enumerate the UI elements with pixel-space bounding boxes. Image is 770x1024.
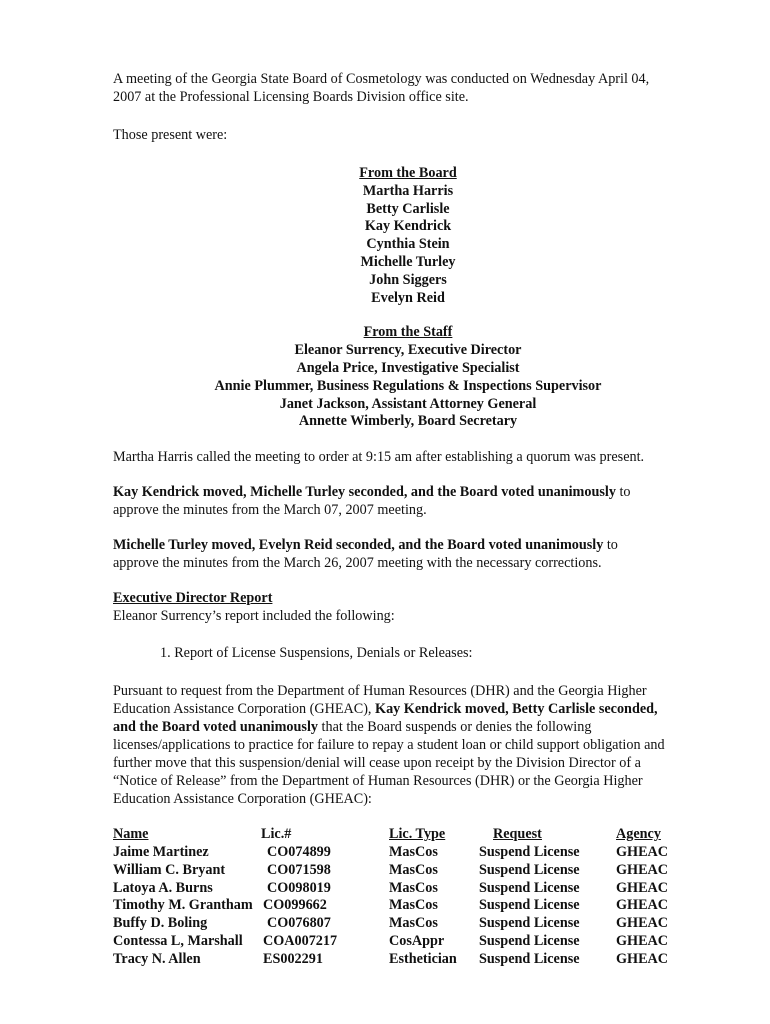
table-row: [113, 862, 686, 880]
cell-name: Jaime Martinez: [113, 843, 209, 860]
cell-lic: CO098019: [267, 879, 331, 896]
table-row: [113, 951, 686, 969]
cell-lic: CO071598: [267, 861, 331, 878]
cell-agency: GHEAC: [616, 843, 669, 860]
pursuant-paragraph: [113, 682, 703, 808]
table-row: [113, 844, 686, 862]
header-lic: [263, 826, 389, 844]
cell-type: MasCos: [389, 861, 438, 878]
cell-agency: GHEAC: [616, 932, 669, 949]
table-row: [113, 897, 686, 915]
motion-1-bold: Kay Kendrick moved, Michelle Turley seconded, and the Board voted unanimously: [113, 484, 616, 501]
pursuant-line-6: “Notice of Release” from the Department of Human Resources (DHR) or the Georgia Higher: [113, 773, 643, 790]
cell-type: CosAppr: [389, 932, 445, 949]
cell-agency: GHEAC: [616, 950, 669, 967]
license-table: [113, 826, 686, 968]
staff-heading: From the Staff: [363, 324, 453, 341]
table-row: [113, 880, 686, 898]
motion-2: [113, 536, 703, 572]
list-item: 1. Report of License Suspensions, Denials or Releases:: [160, 645, 473, 662]
pursuant-line-2-plain: Education Assistance Corporation (GHEAC),: [113, 701, 376, 718]
motion-1-rest: to: [615, 484, 631, 501]
motion-2-rest: to: [603, 537, 618, 554]
staff-member: Eleanor Surrency, Executive Director: [294, 342, 522, 359]
motion-1-line-2: approve the minutes from the March 07, 2007 meeting.: [113, 502, 427, 519]
motion-2-line-2: approve the minutes from the March 26, 2007 meeting with the necessary corrections.: [113, 555, 602, 572]
board-member: Martha Harris: [362, 182, 454, 199]
board-member: Michelle Turley: [360, 253, 456, 270]
header-type: Lic. Type: [389, 826, 446, 843]
cell-request: Suspend License: [479, 879, 580, 896]
board-member: Cynthia Stein: [366, 236, 450, 253]
cell-agency: GHEAC: [616, 897, 669, 914]
cell-name: Timothy M. Grantham: [113, 897, 253, 914]
pursuant-line-3-bold: and the Board voted unanimously: [113, 719, 318, 736]
intro-line-2: 2007 at the Professional Licensing Boards Division office site.: [113, 89, 469, 105]
table-row: [113, 915, 686, 933]
intro-line-1: A meeting of the Georgia State Board of Cosmetology was conducted on Wednesday April 04,: [113, 71, 650, 87]
pursuant-line-1: Pursuant to request from the Department of Human Resources (DHR) and the Georgia Higher: [113, 683, 647, 700]
present-label: Those present were:: [113, 127, 228, 143]
call-to-order: Martha Harris called the meeting to order at 9:15 am after establishing a quorum was present.: [113, 449, 645, 466]
cell-type: Esthetician: [389, 950, 457, 967]
board-member: Betty Carlisle: [366, 200, 450, 217]
cell-agency: GHEAC: [616, 915, 669, 932]
board-member: Kay Kendrick: [364, 218, 452, 235]
cell-request: Suspend License: [479, 915, 580, 932]
header-lic-label: Lic.#: [261, 826, 292, 843]
cell-request: Suspend License: [479, 843, 580, 860]
pursuant-line-5: further move that this suspension/denial will cease upon receipt by the Division Director of a: [113, 755, 641, 772]
cell-lic: CO076807: [267, 915, 331, 932]
staff-member: Angela Price, Investigative Specialist: [296, 359, 520, 376]
cell-agency: GHEAC: [616, 861, 669, 878]
table-row: [113, 933, 686, 951]
motion-1: [113, 483, 703, 519]
staff-member: Annette Wimberly, Board Secretary: [298, 413, 518, 430]
staff-members-block: [113, 323, 703, 430]
pursuant-line-4: licenses/applications to practice for failure to repay a student loan or child support obligation and: [113, 737, 665, 754]
cell-lic: ES002291: [263, 950, 323, 967]
cell-lic: COA007217: [263, 932, 338, 949]
header-request: [479, 826, 616, 844]
exec-report-heading: Executive Director Report: [113, 590, 273, 607]
pursuant-line-3-plain: that the Board suspends or denies the following: [317, 719, 592, 736]
cell-lic: CO074899: [267, 843, 331, 860]
cell-type: MasCos: [389, 879, 438, 896]
board-member: John Siggers: [369, 271, 447, 288]
staff-member: Annie Plummer, Business Regulations & Inspections Supervisor: [214, 377, 602, 394]
cell-request: Suspend License: [479, 897, 580, 914]
cell-name: Latoya A. Burns: [113, 879, 213, 896]
header-request-label: Request: [493, 826, 542, 843]
cell-request: Suspend License: [479, 950, 580, 967]
pursuant-line-2-bold: Kay Kendrick moved, Betty Carlisle seconded,: [375, 701, 658, 718]
motion-2-bold: Michelle Turley moved, Evelyn Reid seconded, and the Board voted unanimously: [113, 537, 604, 554]
header-agency: Agency: [616, 826, 661, 843]
cell-agency: GHEAC: [616, 879, 669, 896]
exec-report-section: [113, 589, 703, 625]
pursuant-line-7: Education Assistance Corporation (GHEAC):: [113, 791, 372, 808]
header-name: Name: [113, 826, 149, 843]
cell-type: MasCos: [389, 843, 438, 860]
cell-type: MasCos: [389, 897, 438, 914]
cell-name: Contessa L, Marshall: [113, 932, 243, 949]
exec-report-subline: Eleanor Surrency’s report included the following:: [113, 608, 395, 625]
board-heading: From the Board: [359, 165, 457, 181]
cell-name: Buffy D. Boling: [113, 915, 208, 932]
cell-request: Suspend License: [479, 932, 580, 949]
board-member: Evelyn Reid: [371, 289, 445, 306]
document-page: [113, 70, 703, 969]
cell-request: Suspend License: [479, 861, 580, 878]
cell-name: Tracy N. Allen: [113, 950, 201, 967]
intro-paragraph: [113, 70, 703, 106]
staff-member: Janet Jackson, Assistant Attorney General: [279, 395, 537, 412]
cell-type: MasCos: [389, 915, 438, 932]
license-table-header-row: [113, 826, 686, 844]
cell-lic: CO099662: [263, 897, 327, 914]
board-members-block: [113, 164, 703, 306]
cell-name: William C. Bryant: [113, 861, 226, 878]
